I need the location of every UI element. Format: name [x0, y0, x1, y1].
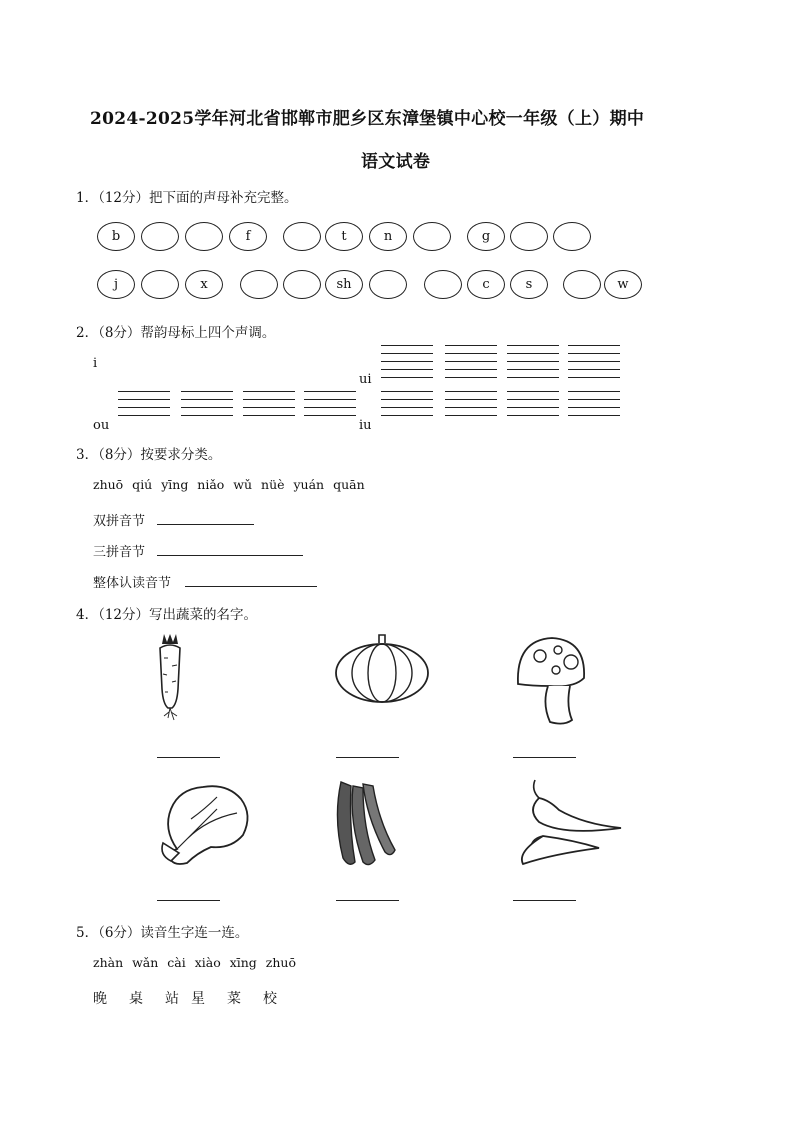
question-1: 1．（12分）把下面的声母补充完整。	[76, 190, 298, 206]
oval-blank[interactable]	[240, 270, 278, 299]
tone-lines[interactable]	[304, 391, 356, 423]
character-list	[93, 988, 299, 1008]
pinyin-list: zhàn wǎn cài xiào xīng zhuō	[93, 955, 296, 970]
answer-blank[interactable]	[157, 524, 254, 525]
oval-w: w	[604, 270, 642, 299]
oval-c: c	[467, 270, 505, 299]
oval-blank[interactable]	[413, 222, 451, 251]
pepper-icon	[513, 776, 625, 870]
oval-t: t	[325, 222, 363, 251]
answer-blank[interactable]	[336, 757, 399, 758]
tone-lines[interactable]	[507, 345, 559, 385]
page-title-line1: 2024-2025学年河北省邯郸市肥乡区东漳堡镇中心校一年级（上）期中	[90, 109, 645, 129]
tone-lines[interactable]	[118, 391, 170, 423]
category-whole: 整体认读音节	[93, 576, 172, 591]
character[interactable]: 菜	[227, 991, 241, 1007]
oval-blank[interactable]	[141, 270, 179, 299]
beans-icon	[333, 778, 397, 870]
category-two-part: 双拼音节	[93, 514, 146, 529]
tone-lines[interactable]	[381, 345, 433, 385]
final-label-iu: iu	[359, 418, 372, 433]
answer-blank[interactable]	[157, 900, 220, 901]
final-label-i: i	[93, 356, 98, 371]
oval-s: s	[510, 270, 548, 299]
answer-blank[interactable]	[157, 555, 303, 556]
oval-j: j	[97, 270, 135, 299]
question-3: 3．（8分）按要求分类。	[76, 447, 222, 463]
oval-blank[interactable]	[563, 270, 601, 299]
cabbage-icon	[157, 779, 255, 869]
answer-blank[interactable]	[336, 900, 399, 901]
tone-lines[interactable]	[445, 391, 497, 423]
tone-lines[interactable]	[568, 345, 620, 385]
oval-n: n	[369, 222, 407, 251]
question-2: 2．（8分）帮韵母标上四个声调。	[76, 325, 276, 341]
oval-blank[interactable]	[283, 222, 321, 251]
final-label-ou: ou	[93, 418, 110, 433]
question-5: 5．（6分）读音生字连一连。	[76, 925, 249, 941]
oval-blank[interactable]	[510, 222, 548, 251]
character[interactable]: 桌	[129, 991, 143, 1007]
pumpkin-icon	[333, 633, 431, 705]
answer-blank[interactable]	[513, 900, 576, 901]
character[interactable]: 星	[191, 991, 205, 1007]
answer-blank[interactable]	[185, 586, 317, 587]
oval-blank[interactable]	[553, 222, 591, 251]
character[interactable]: 站	[165, 991, 179, 1007]
tone-lines[interactable]	[568, 391, 620, 423]
tone-lines[interactable]	[243, 391, 295, 423]
oval-g: g	[467, 222, 505, 251]
mushroom-icon	[514, 634, 588, 726]
carrot-icon	[150, 634, 190, 726]
page-title-line2: 语文试卷	[361, 152, 431, 172]
oval-blank[interactable]	[185, 222, 223, 251]
character[interactable]: 校	[263, 991, 277, 1007]
oval-blank[interactable]	[424, 270, 462, 299]
category-three-part: 三拼音节	[93, 545, 146, 560]
answer-blank[interactable]	[157, 757, 220, 758]
tone-lines[interactable]	[445, 345, 497, 385]
question-4: 4．（12分）写出蔬菜的名字。	[76, 607, 258, 623]
oval-x: x	[185, 270, 223, 299]
syllable-list: zhuō qiú yīng niǎo wǔ nüè yuán quān	[93, 477, 365, 492]
tone-lines[interactable]	[507, 391, 559, 423]
tone-lines[interactable]	[381, 391, 433, 423]
character[interactable]: 晚	[93, 991, 107, 1007]
final-label-ui: ui	[359, 372, 372, 387]
oval-f: f	[229, 222, 267, 251]
tone-lines[interactable]	[181, 391, 233, 423]
oval-blank[interactable]	[141, 222, 179, 251]
oval-sh: sh	[325, 270, 363, 299]
oval-blank[interactable]	[283, 270, 321, 299]
oval-b: b	[97, 222, 135, 251]
oval-blank[interactable]	[369, 270, 407, 299]
answer-blank[interactable]	[513, 757, 576, 758]
